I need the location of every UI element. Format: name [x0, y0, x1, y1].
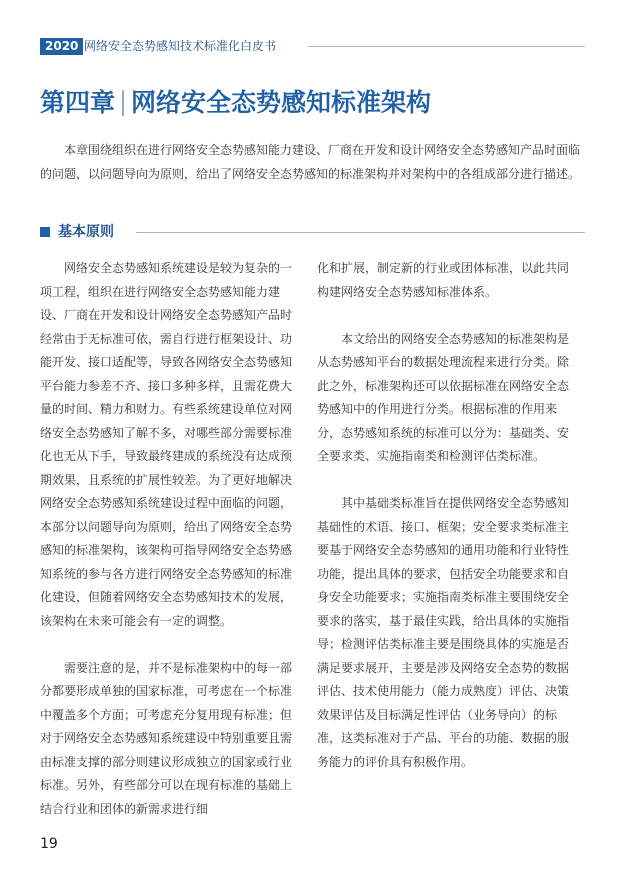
paragraph: 其中基础类标准旨在提供网络安全态势感知基础性的术语、接口、框架；安全要求类标准主要基于网络安全态势感知的通用功能和行业特性功能，提出具体的要求，包括安全功能要求和自身安全功能要求；实施指南类标准主要围绕安全要求的落实，基于最佳实践，给出具体的实施指导；检测评估类标准主要是围绕具体的实施是否满足要求展开，主要是涉及网络安全态势的数据评估、技术使用能力（能力成熟度）评估、决策效果评估及目标满足性评估（业务导向）的标准，这类标准对于产品、平台的功能、数据的服务能力的评价具有积极作用。	[317, 496, 570, 769]
paragraph: 网络安全态势感知系统建设是较为复杂的一项工程，组织在进行网络安全态势感知能力建设、厂商在开发和设计网络安全态势感知产品时经常由于无标准可依，需自行进行框架设计、功能开发、接口适配等，导致各网络安全态势感知平台能力参差不齐、接口多种多样，且需花费大量的时间、精力和财力。有些系统建设单位对网络安全态势感知了解不多，对哪些部分需要标准化也无从下手，导致最终建成的系统没有达成预期效果，且系统的扩展性较差。为了更好地解决网络安全态势感知系统建设过程中面临的问题，本部分以问题导向为原则，给出了网络安全态势感知的标准架构，该架构可指导网络安全态势感知系统的参与各方进行网络安全态势感知的标准化建设，但随着网络安全态势感知技术的发展，该架构在未来可能会有一定的调整。	[40, 261, 293, 628]
chapter-title: 网络安全态势感知标准架构	[131, 88, 432, 117]
running-header	[40, 38, 585, 56]
section-title: 基本原则	[58, 224, 114, 240]
paragraph: 本文给出的网络安全态势感知的标准架构是从态势感知平台的数据处理流程来进行分类。除此之外，标准架构还可以依据标准在网络安全态势感知中的作用进行分类。根据标准的作用来分，态势感知系统的标准可以分为：基础类、安全要求类、实施指南类和检测评估类标准。	[317, 331, 570, 463]
chapter-number: 第四章	[40, 88, 116, 117]
chapter-intro: 本章围绕组织在进行网络安全态势感知能力建设、厂商在开发和设计网络安全态势感知产品时面临的问题，以问题导向为原则，给出了网络安全态势感知的标准架构并对架构中的各组成部分进行描述。	[40, 143, 581, 181]
right-column	[317, 257, 579, 774]
section-heading	[40, 222, 585, 242]
header-title: 网络安全态势感知技术标准化白皮书	[84, 39, 277, 53]
header-divider	[308, 46, 585, 47]
paragraph-continued: 化和扩展，制定新的行业或团体标准，以此共同构建网络安全态势感知标准体系。	[317, 261, 570, 299]
header-year-badge: 2020	[40, 38, 83, 55]
page-number: 19	[40, 836, 58, 852]
section-square-icon	[40, 227, 50, 237]
chapter-divider	[122, 90, 124, 116]
paragraph: 需要注意的是，并不是标准架构中的每一部分都要形成单独的国家标准，可考虑在一个标准中覆盖多个方面；可考虑充分复用现有标准；但对于网络安全态势感知系统建设中特别重要且需由标准支撑的部分则建议形成独立的国家或行业标准。另外，有些部分可以在现有标准的基础上结合行业和团体的新需求进行细	[40, 660, 293, 816]
left-column	[40, 257, 302, 821]
chapter-heading	[40, 86, 431, 120]
section-divider	[136, 232, 585, 233]
